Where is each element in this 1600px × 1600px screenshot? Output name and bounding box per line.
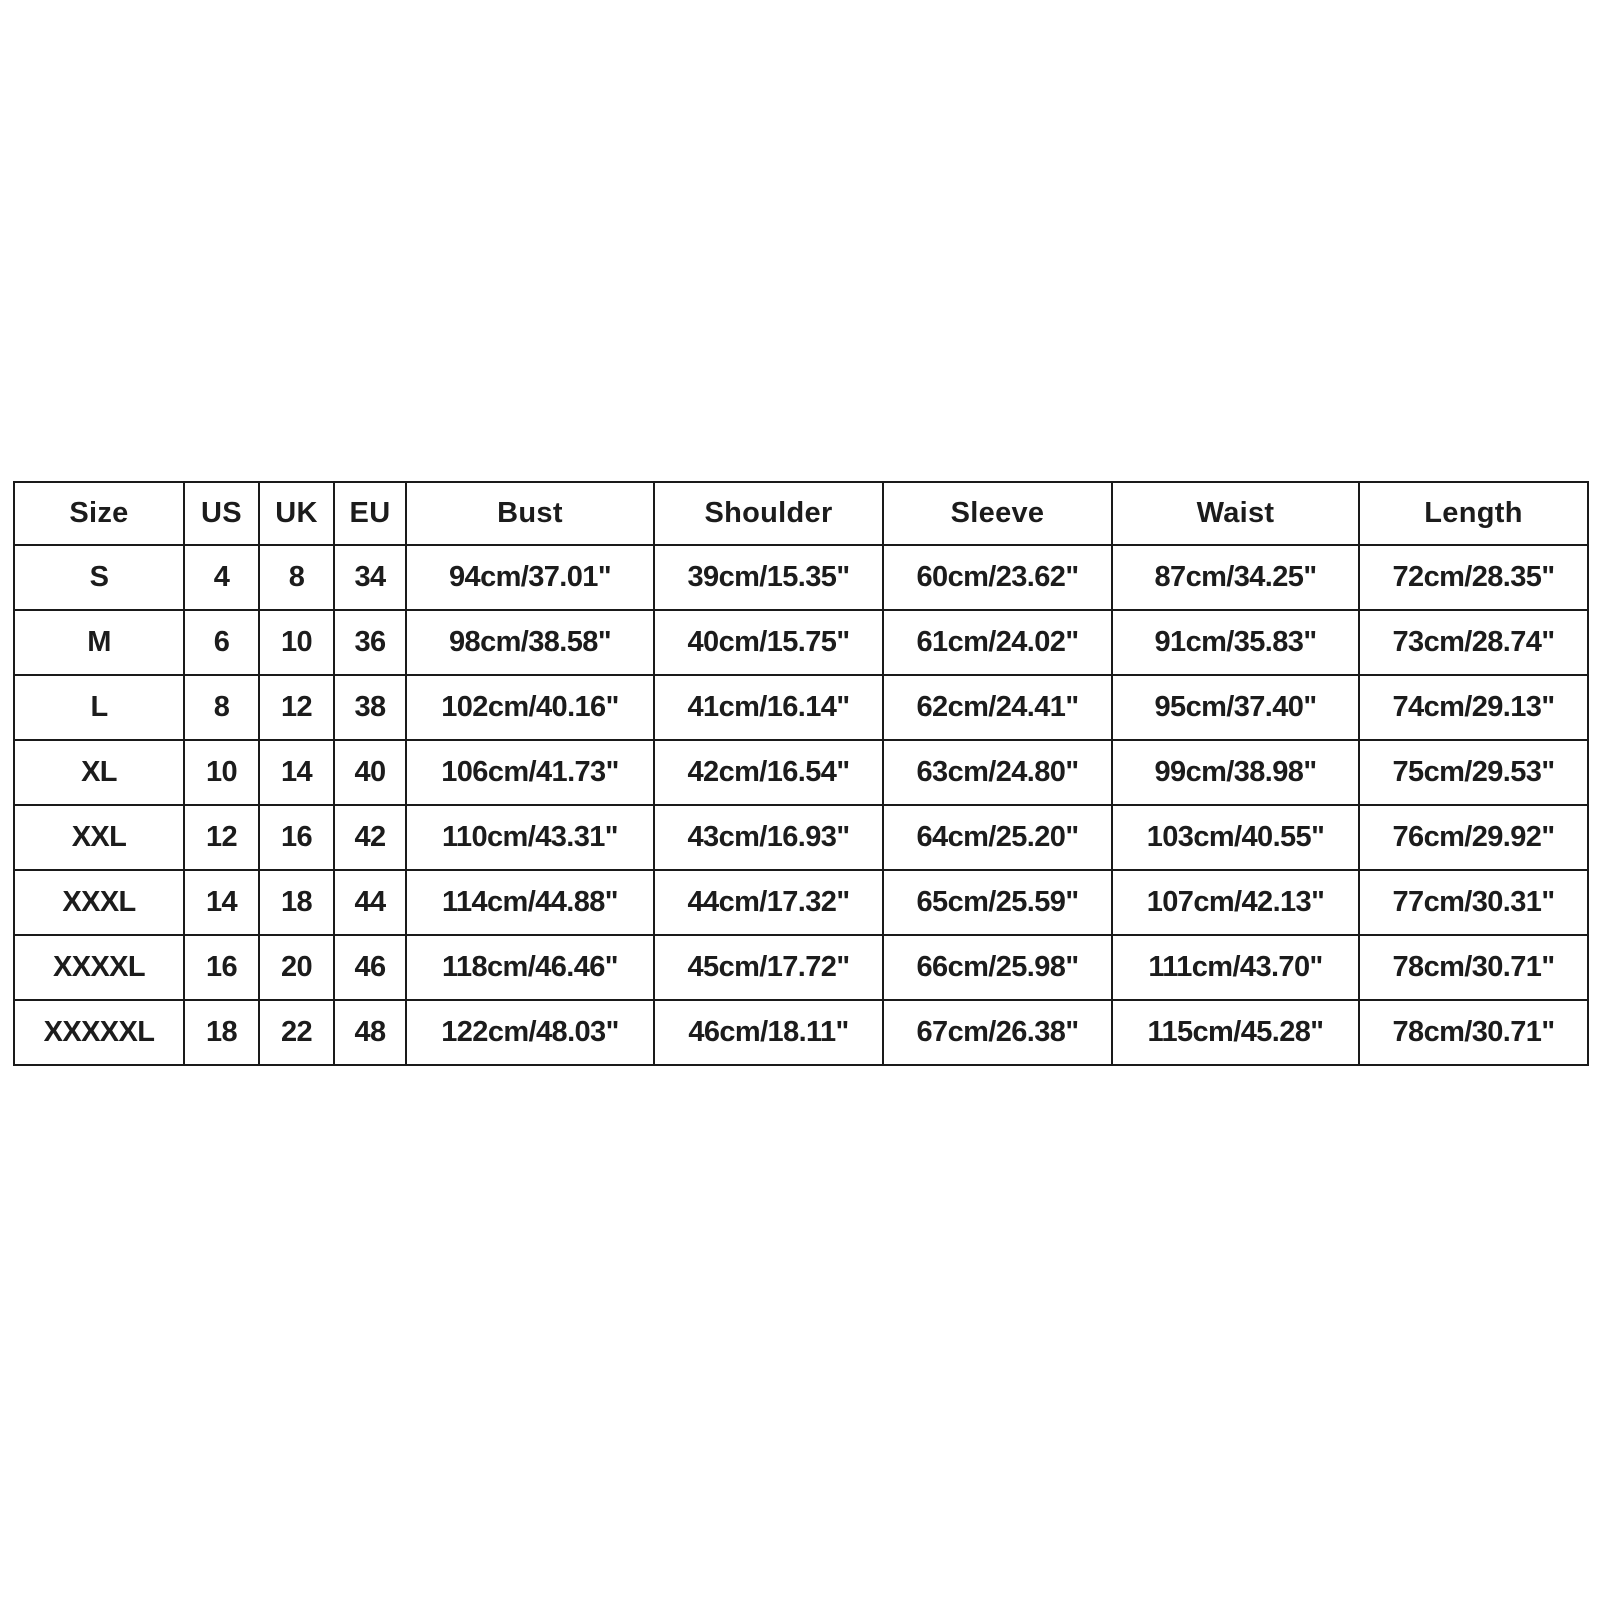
cell-us: 4 (184, 545, 259, 610)
cell-shoulder: 45cm/17.72" (654, 935, 883, 1000)
cell-bust: 114cm/44.88" (406, 870, 654, 935)
table-row (14, 545, 1588, 610)
cell-waist: 91cm/35.83" (1112, 610, 1359, 675)
cell-eu: 46 (334, 935, 406, 1000)
header-row (14, 482, 1588, 545)
cell-sleeve: 63cm/24.80" (883, 740, 1112, 805)
header-uk: UK (259, 482, 334, 545)
table-row (14, 935, 1588, 1000)
cell-bust: 102cm/40.16" (406, 675, 654, 740)
cell-bust: 122cm/48.03" (406, 1000, 654, 1065)
cell-eu: 44 (334, 870, 406, 935)
cell-sleeve: 60cm/23.62" (883, 545, 1112, 610)
table-row (14, 610, 1588, 675)
cell-shoulder: 41cm/16.14" (654, 675, 883, 740)
cell-shoulder: 42cm/16.54" (654, 740, 883, 805)
cell-uk: 8 (259, 545, 334, 610)
header-shoulder: Shoulder (654, 482, 883, 545)
cell-length: 74cm/29.13" (1359, 675, 1588, 740)
cell-eu: 42 (334, 805, 406, 870)
table-row (14, 1000, 1588, 1065)
cell-length: 73cm/28.74" (1359, 610, 1588, 675)
cell-waist: 103cm/40.55" (1112, 805, 1359, 870)
cell-uk: 12 (259, 675, 334, 740)
cell-length: 72cm/28.35" (1359, 545, 1588, 610)
cell-length: 76cm/29.92" (1359, 805, 1588, 870)
cell-waist: 99cm/38.98" (1112, 740, 1359, 805)
cell-shoulder: 46cm/18.11" (654, 1000, 883, 1065)
cell-length: 77cm/30.31" (1359, 870, 1588, 935)
cell-eu: 38 (334, 675, 406, 740)
header-eu: EU (334, 482, 406, 545)
cell-size: S (14, 545, 184, 610)
cell-waist: 111cm/43.70" (1112, 935, 1359, 1000)
cell-uk: 14 (259, 740, 334, 805)
cell-length: 78cm/30.71" (1359, 1000, 1588, 1065)
cell-us: 12 (184, 805, 259, 870)
cell-shoulder: 44cm/17.32" (654, 870, 883, 935)
cell-sleeve: 66cm/25.98" (883, 935, 1112, 1000)
cell-sleeve: 67cm/26.38" (883, 1000, 1112, 1065)
cell-us: 8 (184, 675, 259, 740)
header-size: Size (14, 482, 184, 545)
cell-size: XXXL (14, 870, 184, 935)
cell-waist: 115cm/45.28" (1112, 1000, 1359, 1065)
cell-sleeve: 62cm/24.41" (883, 675, 1112, 740)
cell-length: 78cm/30.71" (1359, 935, 1588, 1000)
cell-us: 10 (184, 740, 259, 805)
cell-eu: 34 (334, 545, 406, 610)
cell-eu: 48 (334, 1000, 406, 1065)
cell-size: XL (14, 740, 184, 805)
cell-size: XXXXL (14, 935, 184, 1000)
cell-shoulder: 40cm/15.75" (654, 610, 883, 675)
cell-sleeve: 61cm/24.02" (883, 610, 1112, 675)
cell-uk: 18 (259, 870, 334, 935)
header-sleeve: Sleeve (883, 482, 1112, 545)
cell-size: M (14, 610, 184, 675)
cell-us: 18 (184, 1000, 259, 1065)
table-row (14, 740, 1588, 805)
header-us: US (184, 482, 259, 545)
table-header (14, 482, 1588, 545)
header-bust: Bust (406, 482, 654, 545)
cell-us: 6 (184, 610, 259, 675)
cell-size: XXXXXL (14, 1000, 184, 1065)
cell-sleeve: 65cm/25.59" (883, 870, 1112, 935)
cell-waist: 95cm/37.40" (1112, 675, 1359, 740)
table-row (14, 675, 1588, 740)
cell-us: 16 (184, 935, 259, 1000)
cell-uk: 20 (259, 935, 334, 1000)
cell-shoulder: 43cm/16.93" (654, 805, 883, 870)
cell-bust: 94cm/37.01" (406, 545, 654, 610)
cell-bust: 106cm/41.73" (406, 740, 654, 805)
cell-size: L (14, 675, 184, 740)
table-row (14, 805, 1588, 870)
cell-uk: 10 (259, 610, 334, 675)
table-body (14, 545, 1588, 1065)
cell-waist: 87cm/34.25" (1112, 545, 1359, 610)
cell-shoulder: 39cm/15.35" (654, 545, 883, 610)
cell-sleeve: 64cm/25.20" (883, 805, 1112, 870)
table-row (14, 870, 1588, 935)
cell-uk: 16 (259, 805, 334, 870)
size-chart-table (13, 481, 1589, 1066)
header-length: Length (1359, 482, 1588, 545)
cell-length: 75cm/29.53" (1359, 740, 1588, 805)
cell-waist: 107cm/42.13" (1112, 870, 1359, 935)
header-waist: Waist (1112, 482, 1359, 545)
cell-us: 14 (184, 870, 259, 935)
cell-bust: 98cm/38.58" (406, 610, 654, 675)
cell-eu: 40 (334, 740, 406, 805)
cell-size: XXL (14, 805, 184, 870)
cell-uk: 22 (259, 1000, 334, 1065)
cell-eu: 36 (334, 610, 406, 675)
cell-bust: 118cm/46.46" (406, 935, 654, 1000)
cell-bust: 110cm/43.31" (406, 805, 654, 870)
